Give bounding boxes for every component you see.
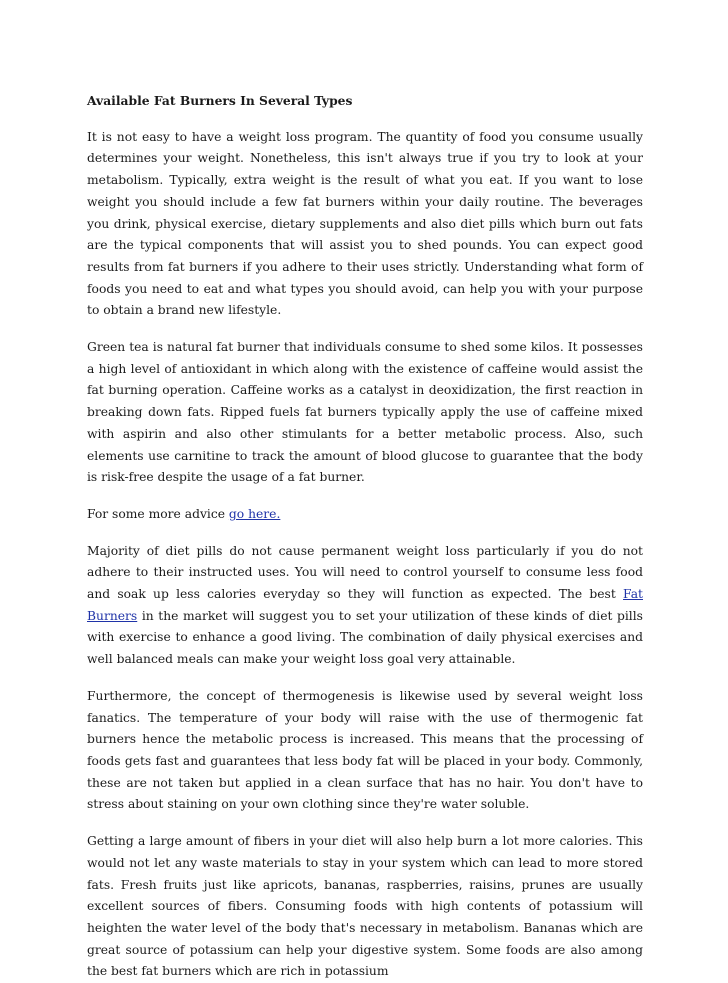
paragraph-intro: It is not easy to have a weight loss program. The quantity of food you consume usually determines your weight. Nonetheless, this isn't always true if you try to look at your metabolism. Typically, extra weight is the result of what you eat. If you want to lose weight you should include a few fat burners within your daily routine. The beverages you drink, physical exercise, dietary supplements and also diet pills which burn out fats are the typical components that will assist you to shed pounds. You can expect good results from fat burners if you adhere to their uses strictly. Understanding what form of foods you need to eat and what types you should avoid, can help you with your purpose to obtain a brand new lifestyle. [87,129,643,318]
go-here-link[interactable]: go here. [228,506,281,521]
paragraph-thermogenesis: Furthermore, the concept of thermogenesis is likewise used by several weight loss fanatics. The temperature of your body will raise with the use of thermogenic fat burners hence the metabolic process is increased. This means that the processing of foods gets fast and guarantees that less body fat will be placed in your body. Commonly, these are not taken but applied in a clean surface that has no hair. You don't have to stress about staining on your own clothing since they're water soluble. [87,688,643,812]
paragraph-fibers: Getting a large amount of fibers in your diet will also help burn a lot more calories. This would not let any waste materials to stay in your system which can lead to more stored fats. Fresh fruits just like apricots, bananas, raspberries, raisins, prunes are usually excellent sources of fibers. Consuming foods with high contents of potassium will heighten the water level of the body that's necessary in metabolism. Bananas which are great source of potassium can help your digestive system. Some foods are also among the best fat burners which are rich in potassium [87,834,643,979]
advice-text: For some more advice [87,506,229,521]
paragraph-green-tea: Green tea is natural fat burner that individuals consume to shed some kilos. It possesses a high level of antioxidant in which along with the existence of caffeine would assist the fat burning operation. Caffeine works as a catalyst in deoxidization, the first reaction in breaking down fats. Ripped fuels fat burners typically apply the use of caffeine mixed with aspirin and also other stimulants for a better metabolic process. Also, such elements use carnitine to track the amount of blood glucose to guarantee that the body is risk-free despite the usage of a fat burner. [87,340,643,485]
paragraph-diet-pills [87,541,643,671]
diet-pills-text-end: in the market will suggest you to set your utilization of these kinds of diet pills with exercise to enhance a good living. The combination of daily physical exercises and well balanced meals can make your weight loss goal very attainable. [87,608,643,667]
document-page [87,90,643,983]
document-title: Available Fat Burners In Several Types [87,93,353,108]
diet-pills-text-start: Majority of diet pills do not cause permanent weight loss particularly if you do not adhere to their instructed uses. You will need to control yourself to consume less food and soak up less calories everyday so they will function as expected. The best [87,543,643,602]
fat-burners-link[interactable]: Fat Burners [87,587,643,623]
paragraph-advice [87,504,643,526]
